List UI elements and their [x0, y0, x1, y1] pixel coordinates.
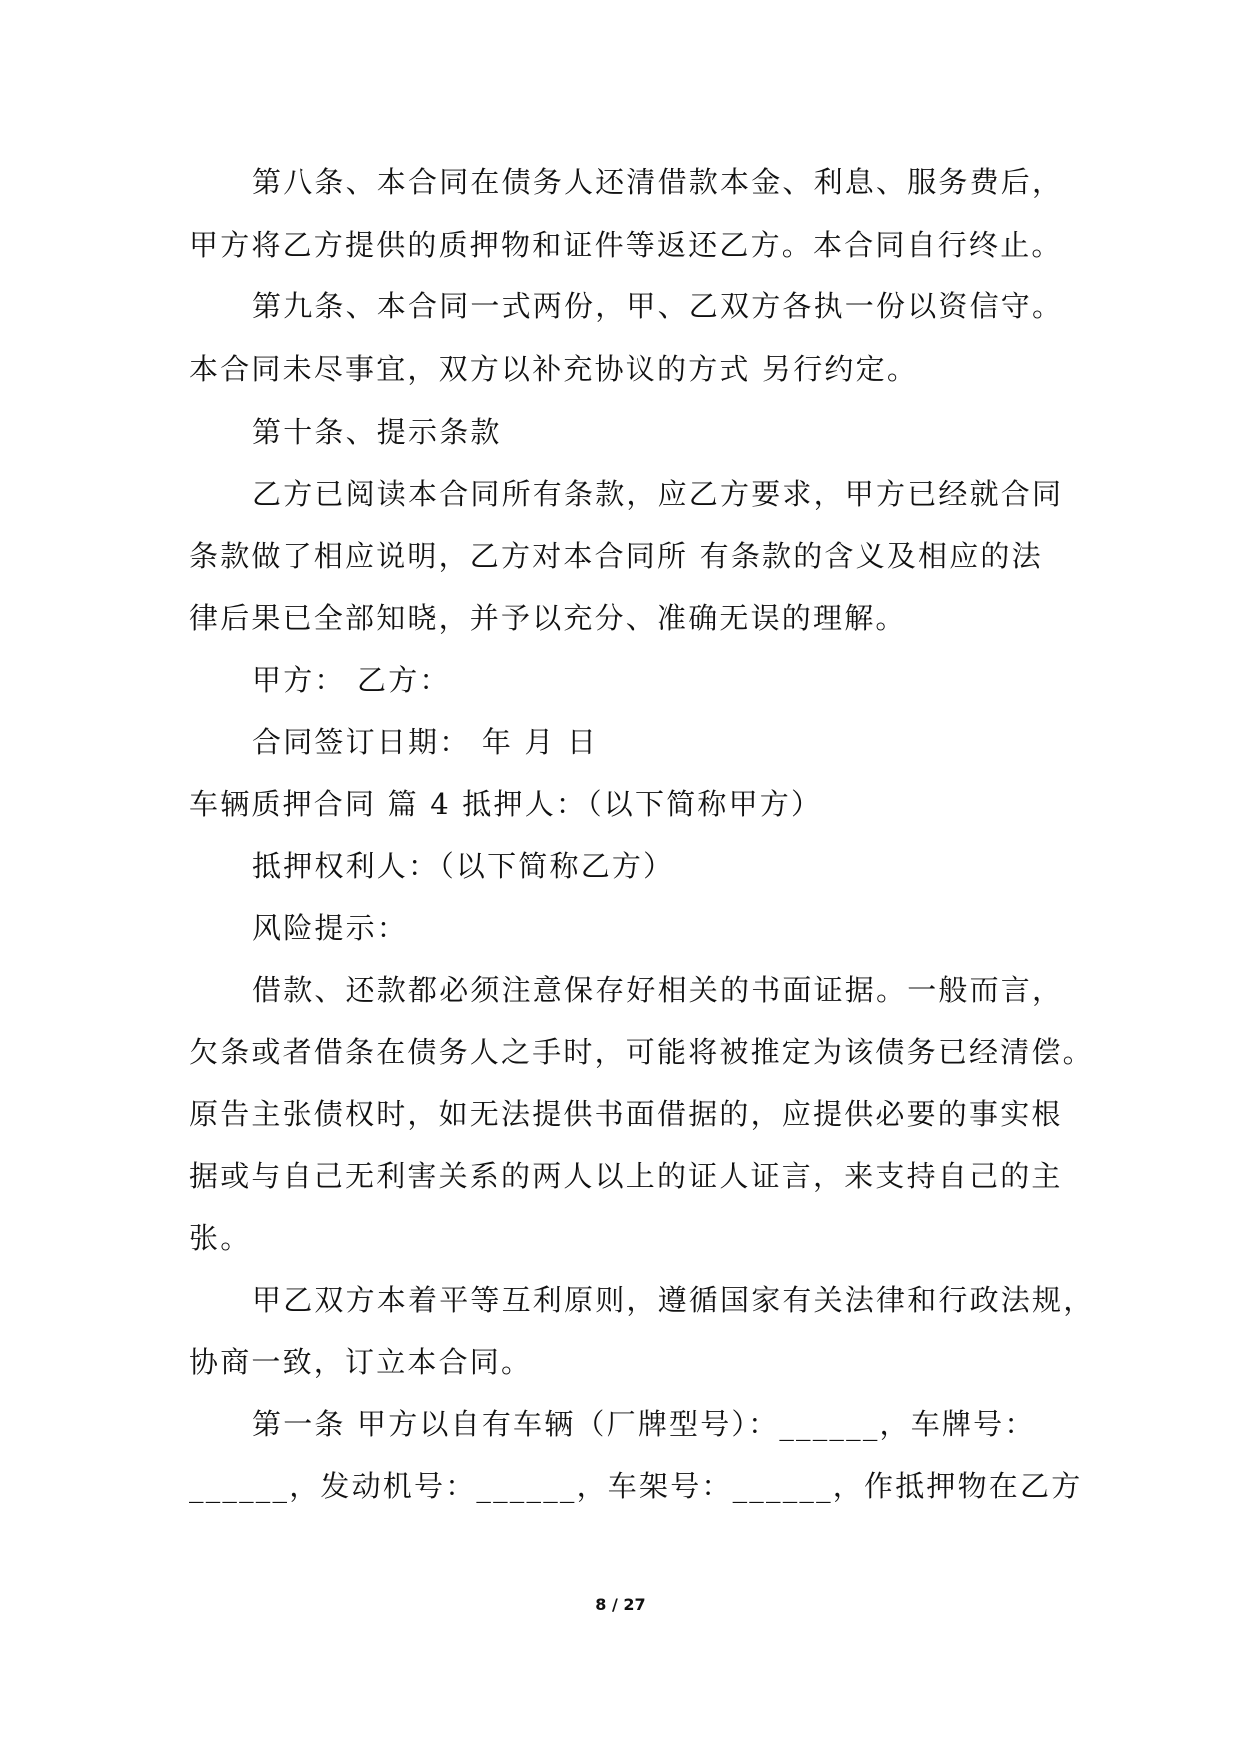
section-heading: 风险提示： — [252, 911, 409, 945]
text-line: 抵押权利人：（以下简称乙方） — [252, 849, 675, 883]
text-line: 第八条、本合同在债务人还清借款本金、利息、服务费后， — [252, 165, 1064, 199]
signing-date: 合同签订日期： 年 月 日 — [252, 725, 599, 759]
text-line: 协商一致，订立本合同。 — [189, 1345, 533, 1379]
text-line: ______，发动机号：______，车架号：______，作抵押物在乙方 — [189, 1469, 1083, 1503]
text-line: 原告主张债权时，如无法提供书面借据的，应提供必要的事实根 — [189, 1097, 1063, 1131]
text-line: 张。 — [189, 1221, 252, 1255]
text-line: 本合同未尽事宜，双方以补充协议的方式 另行约定。 — [189, 352, 919, 386]
text-line: 借款、还款都必须注意保存好相关的书面证据。一般而言， — [252, 973, 1064, 1007]
text-line: 甲乙双方本着平等互利原则，遵循国家有关法律和行政法规， — [252, 1283, 1095, 1317]
section-heading: 第十条、提示条款 — [252, 415, 502, 449]
text-line: 甲方将乙方提供的质押物和证件等返还乙方。本合同自行终止。 — [189, 228, 1063, 262]
text-line: 第九条、本合同一式两份，甲、乙双方各执一份以资信守。 — [252, 289, 1064, 323]
text-line: 乙方已阅读本合同所有条款，应乙方要求，甲方已经就合同 — [252, 477, 1064, 511]
page-number: 8 / 27 — [595, 1595, 646, 1614]
text-line: 欠条或者借条在债务人之手时，可能将被推定为该债务已经清偿。 — [189, 1035, 1094, 1069]
contract-title: 车辆质押合同 篇 4 抵押人：（以下简称甲方） — [189, 787, 823, 821]
text-line: 条款做了相应说明，乙方对本合同所 有条款的含义及相应的法 — [189, 539, 1043, 573]
text-line: 第一条 甲方以自有车辆（厂牌型号）：______，车牌号： — [252, 1407, 1036, 1441]
signature-parties: 甲方： 乙方： — [252, 663, 451, 697]
text-line: 据或与自己无利害关系的两人以上的证人证言，来支持自己的主 — [189, 1159, 1063, 1193]
text-line: 律后果已全部知晓，并予以充分、准确无误的理解。 — [189, 601, 907, 635]
